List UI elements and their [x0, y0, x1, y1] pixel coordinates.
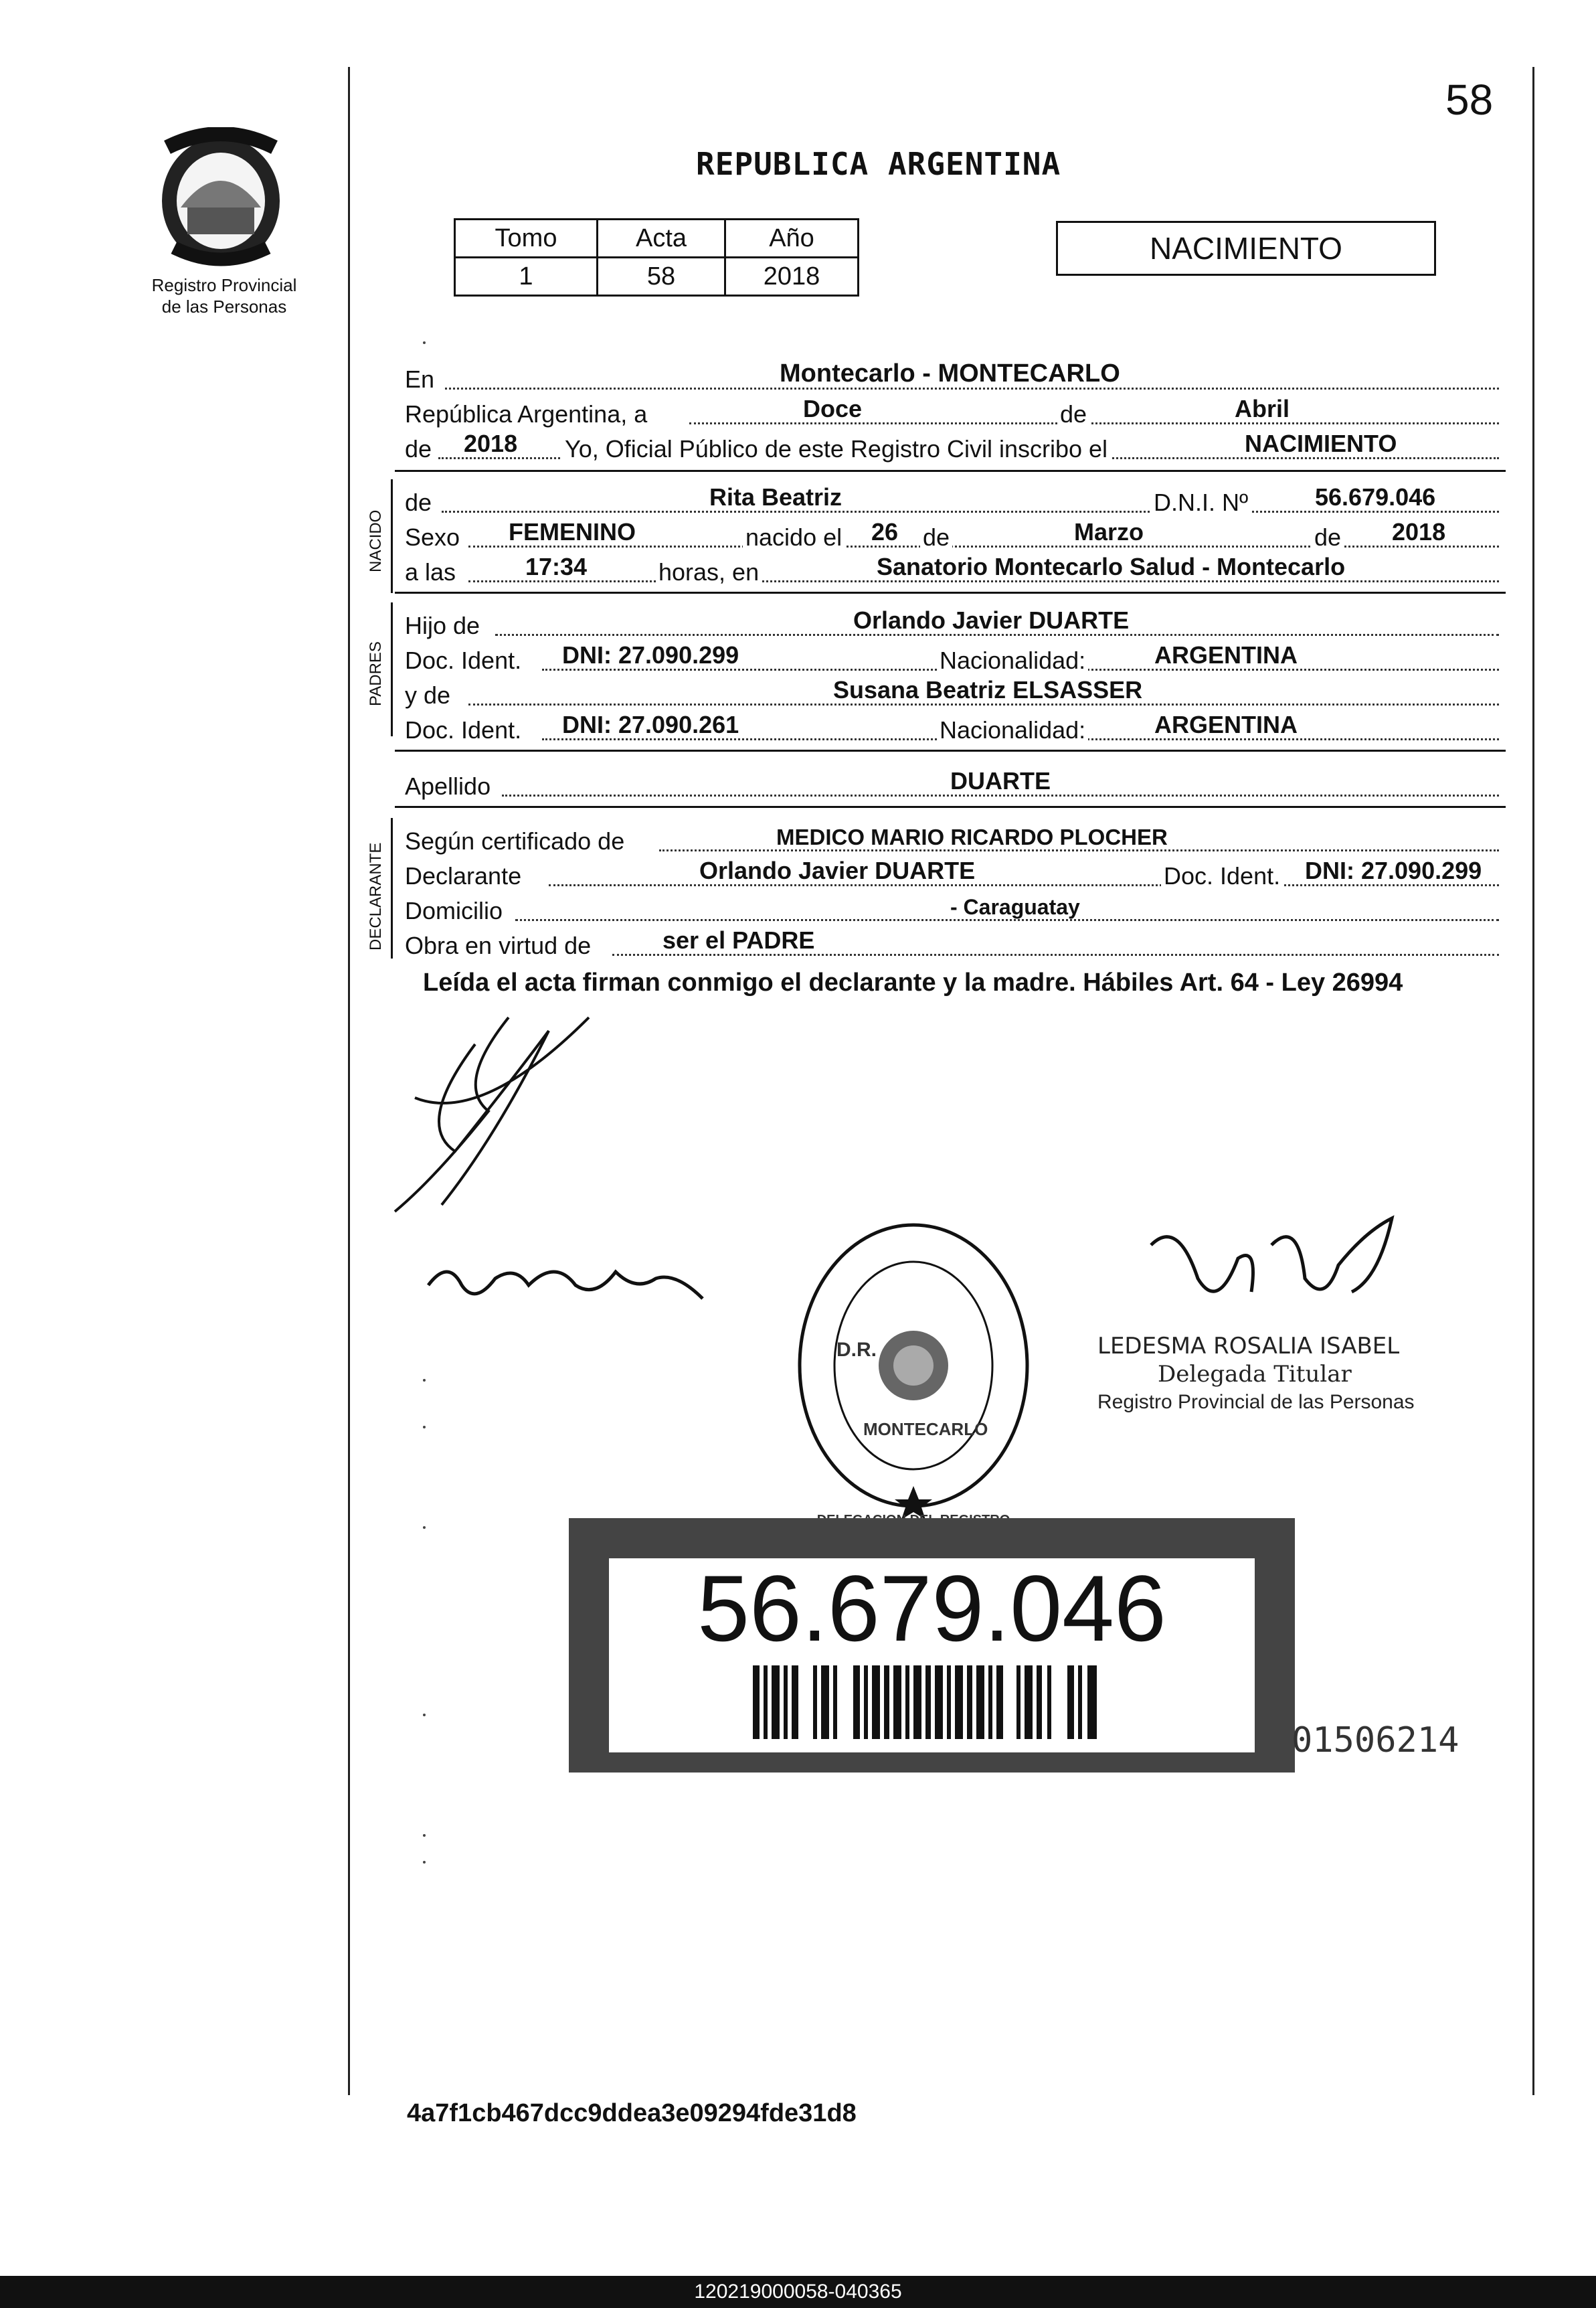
declarante-section-label: DECLARANTE [367, 842, 385, 951]
declarante-row [405, 858, 1502, 892]
nacido-el-label: nacido el [743, 523, 845, 552]
mother-row [405, 677, 1502, 711]
father-doc: DNI: 27.090.299 [562, 641, 739, 669]
birth-day: 26 [871, 518, 899, 546]
place-value: Montecarlo - MONTECARLO [780, 359, 1120, 388]
nacido-name-row [405, 485, 1502, 518]
official-name: LEDESMA ROSALIA ISABEL [1097, 1333, 1400, 1359]
yde-label: y de [405, 681, 451, 709]
horas-label: horas, en [656, 558, 762, 586]
apellido-row [405, 768, 1502, 802]
official-label: Yo, Oficial Público de este Registro Civil inscribo el [562, 435, 1110, 463]
margin-dot [423, 1834, 426, 1837]
doc-label: Doc. Ident. [405, 647, 522, 674]
sexo-label: Sexo [405, 523, 460, 551]
divider [395, 750, 1506, 752]
obra-label: Obra en virtud de [405, 932, 592, 959]
registry-caption-line2: de las Personas [161, 297, 287, 317]
domicilio-row [405, 893, 1502, 926]
barcode [753, 1665, 1101, 1739]
birth-time: 17:34 [525, 553, 588, 580]
nacido-name: Rita Beatriz [709, 483, 843, 511]
de-label-4: de [1312, 523, 1344, 552]
mother-doc-row [405, 712, 1502, 746]
sexo-value: FEMENINO [509, 518, 636, 546]
doc-label-3: Doc. Ident. [1161, 862, 1283, 890]
footer-code: 120219000058-040365 [694, 2281, 902, 2303]
father-doc-row [405, 643, 1502, 676]
domicilio-value: - Caraguatay [950, 895, 1080, 919]
padres-bracket [391, 602, 393, 736]
time-row [405, 554, 1502, 588]
mother-signature [422, 1245, 709, 1319]
misiones-province-logo [154, 127, 288, 268]
birth-year: 2018 [1392, 518, 1446, 546]
hijo-label: Hijo de [405, 612, 480, 639]
seal-inner-text: MONTECARLO [863, 1419, 988, 1439]
obra-row [405, 928, 1502, 961]
official-block [1097, 1332, 1415, 1416]
margin-dot [423, 1526, 426, 1529]
birth-place: Sanatorio Montecarlo Salud - Montecarlo [877, 553, 1346, 580]
date-row [405, 396, 1502, 430]
doc-label-2: Doc. Ident. [405, 716, 522, 744]
month-value: Abril [1235, 395, 1290, 422]
margin-dot [423, 341, 426, 344]
declarante-label: Declarante [405, 862, 522, 890]
right-margin-line [1532, 67, 1534, 2095]
footer-code-bar [0, 2276, 1596, 2308]
document-hash: 4a7f1cb467dcc9ddea3e09294fde31d8 [407, 2099, 857, 2127]
cert-row [405, 823, 1502, 857]
nacionalidad-label-2: Nacionalidad: [937, 716, 1088, 744]
registered-value: NACIMIENTO [1245, 430, 1397, 457]
divider [395, 592, 1506, 594]
sexo-row [405, 519, 1502, 553]
padres-section-label: PADRES [367, 641, 385, 706]
ref-value-tomo: 1 [455, 258, 598, 296]
place-row [405, 361, 1502, 395]
margin-dot [423, 1714, 426, 1716]
divider [395, 470, 1506, 472]
declarante-bracket [391, 818, 393, 959]
apellido-value: DUARTE [950, 767, 1051, 795]
official-org: Registro Provincial de las Personas [1097, 1391, 1415, 1413]
mother-name: Susana Beatriz ELSASSER [833, 676, 1143, 704]
declarante-name: Orlando Javier DUARTE [699, 857, 976, 884]
alas-label: a las [405, 558, 456, 586]
seal-side-text: D.R. [836, 1339, 877, 1361]
delegation-seal [793, 1215, 1034, 1523]
document-title: REPUBLICA ARGENTINA [696, 146, 1061, 182]
day-word: Doce [803, 395, 863, 422]
mother-doc: DNI: 27.090.261 [562, 711, 739, 738]
page-number: 58 [1445, 76, 1494, 124]
divider [395, 806, 1506, 808]
cert-label: Según certificado de [405, 827, 625, 855]
dni-label: D.N.I. Nº [1151, 489, 1251, 517]
year-row [405, 431, 1502, 465]
margin-dot [423, 1379, 426, 1382]
obra-value: ser el PADRE [662, 926, 815, 954]
declarant-signature [375, 1004, 629, 1225]
ref-value-anio: 2018 [725, 258, 859, 296]
birth-month: Marzo [1074, 518, 1144, 546]
de-label-3: de [920, 523, 952, 552]
dni-label-inner [609, 1558, 1255, 1752]
de-label-2: de [405, 435, 432, 463]
dni-label-sticker [569, 1518, 1295, 1773]
label-serial-number: 01506214 [1292, 1720, 1459, 1760]
mother-nationality: ARGENTINA [1154, 711, 1298, 738]
ref-value-acta: 58 [598, 258, 725, 296]
certificate-value: MEDICO MARIO RICARDO PLOCHER [776, 825, 1168, 849]
official-role: Delegada Titular [1158, 1361, 1352, 1388]
closing-text: Leída el acta firman conmigo el declarante y la madre. Hábiles Art. 64 - Ley 26994 [423, 969, 1403, 997]
ref-header-tomo: Tomo [455, 220, 598, 258]
margin-dot [423, 1861, 426, 1864]
year-value: 2018 [464, 430, 518, 457]
nacido-de-label: de [405, 489, 432, 516]
nacido-section-label: NACIDO [367, 509, 385, 572]
reference-table [454, 218, 859, 297]
ref-header-anio: Año [725, 220, 859, 258]
nacido-bracket [391, 479, 393, 593]
left-margin-line [348, 67, 350, 2095]
registry-caption-line1: Registro Provincial [151, 275, 297, 295]
apellido-label: Apellido [405, 772, 491, 800]
father-nationality: ARGENTINA [1154, 641, 1298, 669]
republic-label: República Argentina, a [405, 400, 648, 428]
nacionalidad-label: Nacionalidad: [937, 647, 1088, 675]
declarante-doc: DNI: 27.090.299 [1305, 857, 1482, 884]
domicilio-label: Domicilio [405, 897, 503, 924]
father-name: Orlando Javier DUARTE [853, 606, 1130, 634]
nacido-dni: 56.679.046 [1315, 483, 1436, 511]
hijo-row [405, 608, 1502, 641]
reference-value-row [455, 258, 859, 296]
place-label: En [405, 365, 435, 393]
dni-label-number: 56.679.046 [697, 1556, 1166, 1661]
margin-dot [423, 1426, 426, 1428]
de-label: de [1057, 400, 1089, 428]
record-type-box: NACIMIENTO [1056, 221, 1436, 276]
official-signature [1138, 1205, 1419, 1339]
registry-caption [130, 274, 318, 317]
ref-header-acta: Acta [598, 220, 725, 258]
reference-header-row [455, 220, 859, 258]
